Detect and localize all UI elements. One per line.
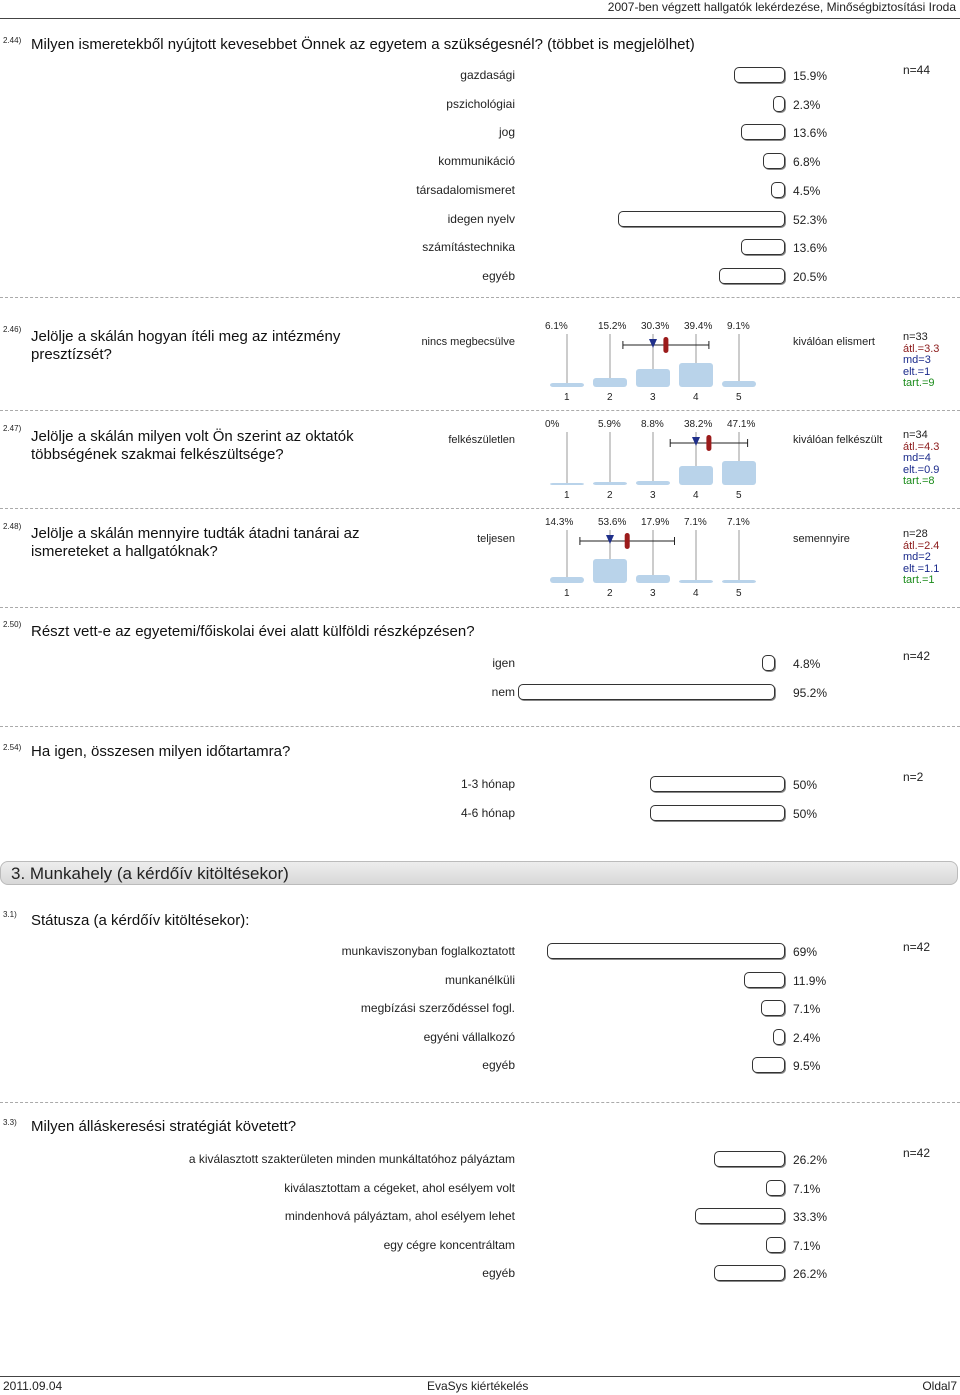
question-number: 3.3)	[3, 1118, 17, 1127]
answer-percent: 69%	[793, 945, 818, 959]
answer-bar	[741, 239, 785, 255]
likert-percent: 39.4%	[684, 321, 713, 332]
answer-label: mindenhová pályáztam, ahol esélyem lehet	[284, 1209, 515, 1223]
likert-chart	[545, 514, 775, 600]
stats-block	[903, 529, 939, 587]
likert-percent: 8.8%	[641, 419, 664, 430]
median-marker	[692, 437, 700, 446]
stat-abstain: tart.=8	[903, 475, 935, 487]
question-text: Milyen álláskeresési stratégiát követett?	[31, 1118, 297, 1135]
scale-number: 2	[607, 490, 613, 501]
likert-percent: 47.1%	[727, 419, 756, 430]
answer-bar	[650, 776, 785, 792]
answer-percent: 6.8%	[793, 155, 821, 170]
likert-percent: 7.1%	[684, 517, 707, 528]
answer-label: megbízási szerződéssel fogl.	[360, 1001, 515, 1015]
question-number: 2.47)	[3, 424, 22, 433]
footer-page: Oldal7	[922, 1379, 957, 1393]
footer-date: 2011.09.04	[3, 1379, 63, 1393]
stat-n: n=28	[903, 528, 928, 540]
likert-percent: 17.9%	[641, 517, 670, 528]
likert-bar	[550, 383, 584, 387]
likert-bar	[679, 466, 713, 485]
answer-percent: 50%	[793, 778, 818, 792]
answer-bar	[766, 1237, 785, 1253]
answer-label: pszichológiai	[446, 96, 515, 111]
stat-n: n=34	[903, 429, 928, 441]
scale-number: 1	[564, 490, 570, 501]
answer-percent: 33.3%	[793, 1210, 828, 1224]
likert-bar	[593, 378, 627, 387]
answer-bar	[752, 1057, 785, 1073]
answer-label: egy cégre koncentráltam	[383, 1237, 515, 1252]
scale-number: 4	[693, 490, 699, 501]
answer-bar	[741, 124, 785, 140]
mean-marker	[706, 435, 711, 451]
answer-bar	[766, 1180, 785, 1196]
mean-marker	[625, 533, 630, 549]
question-text: Milyen ismeretekből nyújtott kevesebbet Önnek az egyetem a szükségesnél? (többet is megjelölhet)	[31, 36, 695, 53]
answer-percent: 2.4%	[793, 1030, 821, 1045]
stat-abstain: tart.=9	[903, 377, 935, 389]
answer-bar	[719, 268, 785, 284]
scale-right-label: semennyire	[793, 533, 850, 545]
question-text: Részt vett-e az egyetemi/főiskolai évei alatt külföldi részképzésen?	[31, 623, 475, 640]
likert-percent: 30.3%	[641, 321, 670, 332]
n-count: n=42	[903, 649, 931, 663]
stat-mean: átl.=3.3	[903, 342, 940, 355]
footer-app: EvaSys kiértékelés	[427, 1379, 529, 1393]
likert-chart	[545, 318, 775, 404]
question-text: Státusza (a kérdőív kitöltésekor):	[31, 912, 250, 929]
answer-label: számítástechnika	[422, 240, 515, 255]
answer-label: munkaviszonyban foglalkoztatott	[341, 944, 515, 958]
answer-percent: 2.3%	[793, 97, 821, 112]
scale-left-label: felkészületlen	[448, 434, 515, 446]
answer-percent: 13.6%	[793, 241, 828, 256]
answer-bar	[771, 182, 785, 198]
answer-percent: 15.9%	[793, 69, 828, 83]
likert-percent: 9.1%	[727, 321, 750, 332]
question-number: 2.46)	[3, 325, 22, 334]
answer-bar	[763, 153, 785, 169]
section-header	[0, 861, 958, 885]
answer-bar	[547, 943, 785, 959]
likert-bar	[593, 559, 627, 583]
answer-percent: 11.9%	[793, 973, 827, 988]
answer-bar	[650, 805, 785, 821]
page-header-title: 2007-ben végzett hallgatók lekérdezése, Minőségbiztosítási Iroda	[607, 0, 956, 14]
section-divider	[0, 410, 960, 412]
footer-rule	[0, 1376, 960, 1377]
answer-percent: 26.2%	[793, 1267, 828, 1281]
n-count: n=44	[903, 63, 931, 77]
likert-bar	[722, 381, 756, 387]
question-number: 2.44)	[3, 36, 22, 45]
likert-percent: 15.2%	[598, 321, 627, 332]
median-marker	[649, 339, 657, 348]
answer-percent: 4.5%	[793, 183, 821, 198]
stat-mean: átl.=2.4	[903, 539, 940, 552]
stat-sd: elt.=1	[903, 365, 931, 378]
answer-percent: 9.5%	[793, 1059, 821, 1073]
likert-percent: 53.6%	[598, 517, 627, 528]
scale-number: 5	[736, 392, 742, 403]
likert-bar	[636, 481, 670, 485]
answer-bar	[773, 96, 785, 112]
scale-number: 3	[650, 392, 656, 403]
answer-label: munkanélküli	[444, 972, 515, 987]
likert-bar	[679, 580, 713, 583]
answer-label: 4-6 hónap	[460, 805, 515, 820]
likert-percent: 6.1%	[545, 321, 568, 332]
header-rule	[0, 18, 960, 19]
answer-bar	[518, 684, 775, 700]
question-number: 2.54)	[3, 743, 22, 752]
section-divider	[0, 726, 960, 728]
answer-percent: 52.3%	[793, 212, 828, 227]
median-marker	[606, 535, 614, 544]
answer-label: egyéni vállalkozó	[423, 1029, 515, 1044]
question-number: 2.50)	[3, 620, 22, 629]
stat-n: n=33	[903, 331, 928, 343]
question-number: 3.1)	[3, 910, 17, 919]
answer-label: kiválasztottam a cégeket, ahol esélyem volt	[284, 1180, 515, 1195]
answer-label: igen	[492, 656, 515, 670]
answer-label: jog	[498, 125, 515, 140]
n-count: n=42	[903, 940, 931, 954]
section-title: 3. Munkahely (a kérdőív kitöltésekor)	[11, 864, 289, 883]
likert-bar	[722, 461, 756, 485]
likert-percent: 0%	[545, 419, 560, 430]
answer-bar	[618, 211, 785, 227]
answer-label: kommunikáció	[438, 154, 515, 169]
scale-number: 2	[607, 588, 613, 599]
scale-number: 2	[607, 392, 613, 403]
answer-percent: 7.1%	[793, 1002, 821, 1016]
section-divider	[0, 508, 960, 510]
section-divider	[0, 607, 960, 609]
answer-label: egyéb	[482, 1058, 515, 1072]
stat-mean: átl.=4.3	[903, 440, 940, 453]
answer-label: gazdasági	[460, 68, 515, 82]
answer-bar	[695, 1208, 785, 1224]
answer-bar	[744, 972, 785, 988]
stat-median: md=2	[903, 551, 931, 563]
scale-number: 3	[650, 588, 656, 599]
section-divider	[0, 1102, 960, 1104]
answer-label: egyéb	[482, 268, 515, 283]
question-text: Jelölje a skálán milyen volt Ön szerint az oktatók többségének szakmai felkészültsége?	[31, 428, 354, 463]
answer-percent: 95.2%	[793, 685, 828, 700]
question-text: Jelölje a skálán mennyire tudták átadni tanárai az ismereteket a hallgatóknak?	[31, 525, 360, 560]
scale-right-label: kiválóan felkészült	[793, 434, 883, 446]
scale-number: 3	[650, 490, 656, 501]
likert-bar	[679, 363, 713, 387]
likert-bar	[636, 575, 670, 583]
answer-bar	[734, 67, 785, 83]
stat-sd: elt.=0.9	[903, 463, 940, 476]
answer-bar	[714, 1265, 785, 1281]
answer-label: 1-3 hónap	[460, 777, 515, 791]
n-count: n=42	[903, 1146, 931, 1160]
stats-block	[903, 430, 939, 488]
likert-bar	[636, 369, 670, 387]
answer-label: egyéb	[482, 1266, 515, 1280]
answer-label: társadalomismeret	[416, 182, 515, 197]
answer-bar	[761, 1000, 785, 1016]
likert-bar	[722, 580, 756, 583]
likert-bar	[593, 482, 627, 485]
likert-bar	[550, 483, 584, 485]
scale-number: 1	[564, 588, 570, 599]
scale-left-label: nincs megbecsülve	[421, 336, 515, 348]
scale-number: 5	[736, 490, 742, 501]
stat-median: md=3	[903, 354, 931, 366]
likert-percent: 38.2%	[684, 419, 713, 430]
likert-percent: 7.1%	[727, 517, 750, 528]
answer-percent: 50%	[793, 806, 818, 821]
likert-percent: 5.9%	[598, 419, 621, 430]
answer-percent: 20.5%	[793, 269, 828, 284]
scale-number: 4	[693, 588, 699, 599]
answer-percent: 13.6%	[793, 126, 828, 141]
mean-marker	[663, 337, 668, 353]
question-text: Jelölje a skálán hogyan ítéli meg az intézmény presztízsét?	[31, 328, 341, 363]
stat-sd: elt.=1.1	[903, 562, 940, 575]
question-text: Ha igen, összesen milyen időtartamra?	[31, 743, 291, 760]
scale-right-label: kiválóan elismert	[793, 336, 875, 348]
stat-abstain: tart.=1	[903, 574, 935, 586]
scale-number: 4	[693, 392, 699, 403]
scale-left-label: teljesen	[477, 533, 515, 545]
answer-label: nem	[491, 684, 515, 699]
stat-median: md=4	[903, 452, 931, 464]
answer-label: a kiválasztott szakterületen minden munkáltatóhoz pályáztam	[188, 1152, 515, 1166]
answer-percent: 7.1%	[793, 1238, 821, 1253]
likert-bar	[550, 577, 584, 583]
likert-percent: 14.3%	[545, 517, 574, 528]
answer-percent: 4.8%	[793, 657, 821, 671]
answer-percent: 26.2%	[793, 1153, 828, 1167]
scale-number: 5	[736, 588, 742, 599]
answer-bar	[714, 1151, 785, 1167]
answer-bar	[762, 655, 775, 671]
stats-block	[903, 332, 939, 390]
n-count: n=2	[903, 770, 924, 784]
likert-chart	[545, 416, 775, 502]
section-divider	[0, 297, 960, 299]
answer-percent: 7.1%	[793, 1181, 821, 1196]
scale-number: 1	[564, 392, 570, 403]
answer-label: idegen nyelv	[447, 211, 515, 226]
question-number: 2.48)	[3, 522, 22, 531]
answer-bar	[773, 1029, 785, 1045]
